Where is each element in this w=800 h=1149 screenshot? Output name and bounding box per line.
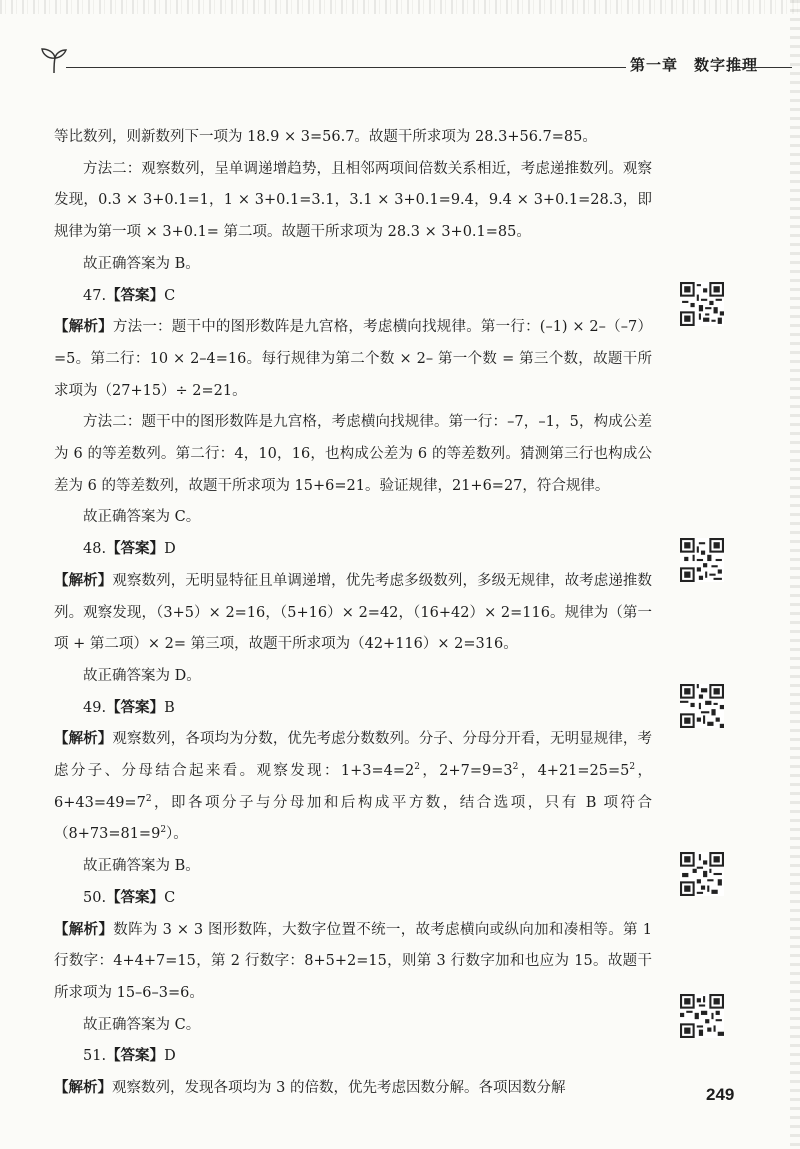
- analysis-text: ，2+7=9=3: [419, 763, 513, 780]
- analysis-label: 【解析】: [54, 319, 113, 336]
- answer-heading-51: [54, 1041, 652, 1073]
- chapter-title: 第一章 数字推理: [630, 56, 759, 74]
- paragraph: 方法二：观察数列，呈单调递增趋势，且相邻两项间倍数关系相近，考虑递推数列。观察发现，0.3 × 3+0.1=1，1 × 3+0.1=3.1，3.1 × 3+0.1=9.4，9.4 × 3+0.1=28.3，即规律为第一项 × 3+0.1= 第二项。故题干所求项为 28.3 × 3+0.1=85。: [54, 160, 652, 241]
- scan-noise-right: [790, 0, 800, 1149]
- sprout-icon: [40, 46, 70, 74]
- exponent: 2: [629, 762, 636, 773]
- header-rule-right: [730, 67, 792, 68]
- qr-code-icon[interactable]: [680, 852, 724, 896]
- analysis-51: [54, 1073, 652, 1105]
- analysis-text: 数阵为 3 × 3 图形数阵，大数字位置不统一，故考虑横向或纵向加和凑相等。第 1 行数字：4+4+7=15，第 2 行数字：8+5+2=15，则第 3 行数字加和也应为 15。故题干所求项为 15–6–3=6。: [54, 921, 652, 1001]
- question-number: 47.: [83, 287, 107, 304]
- question-number: 48.: [83, 541, 107, 558]
- analysis-text: 观察数列，无明显特征且单调递增，优先考虑多级数列，多级无规律，故考虑递推数列。观察发现，（3+5）× 2=16，（5+16）× 2=42，（16+42）× 2=116。规律为（第一项 + 第二项）× 2= 第三项，故题干所求项为（42+116）× 2=316。: [54, 572, 653, 653]
- analysis-text: 观察数列，各项均为分数，优先考虑分数数列。分子、分母分开看，无明显规律，考虑分子、分母结合起来看。观察发现：1+3=4=2: [54, 731, 653, 780]
- scan-noise-top: [0, 0, 800, 14]
- paragraph: 等比数列，则新数列下一项为 18.9 × 3=56.7。故题干所求项为 28.3+56.7=85。: [54, 129, 597, 145]
- analysis-text: ，4+21=25=5: [518, 763, 630, 780]
- analysis-text: 方法一：题干中的图形数阵是九宫格，考虑横向找规律。第一行：(–1) × 2–（–7）=5。第二行：10 × 2–4=16。每行规律为第二个数 × 2– 第一个数 = 第三个数，故题干所求项为（27+15）÷ 2=21。: [54, 319, 653, 399]
- answer-heading-50: [54, 883, 652, 915]
- qr-code-icon[interactable]: [680, 282, 724, 326]
- analysis-50: [54, 915, 652, 1010]
- page-number: 249: [706, 1085, 735, 1104]
- header-rule-left: [66, 67, 626, 68]
- answer-conclusion: 故正确答案为 C。: [83, 1016, 201, 1033]
- analysis-48: [54, 566, 652, 661]
- answer-label: 【答案】: [106, 541, 165, 558]
- answer-value: B: [164, 699, 175, 716]
- analysis-49: [54, 724, 652, 851]
- answer-heading-49: [54, 693, 652, 725]
- page-body: [54, 122, 652, 1105]
- answer-label: 【答案】: [106, 1048, 165, 1065]
- paragraph: 方法二：题干中的图形数阵是九宫格，考虑横向找规律。第一行：–7，–1，5，构成公差为 6 的等差数列。第二行：4，10，16，也构成公差为 6 的等差数列。猜测第三行也构成公差为 6 的等差数列，故题干所求项为 15+6=21。验证规律，21+6=27，符合规律。: [54, 414, 652, 494]
- page-header: [40, 46, 792, 76]
- answer-conclusion: 故正确答案为 B。: [83, 858, 200, 875]
- answer-heading-47: [54, 281, 652, 313]
- exponent: 2: [160, 825, 167, 836]
- answer-value: C: [164, 889, 176, 906]
- answer-conclusion: 故正确答案为 D。: [83, 667, 201, 684]
- exponent: 2: [512, 762, 519, 773]
- answer-value: C: [164, 287, 176, 304]
- analysis-text: ）。: [166, 826, 188, 843]
- exponent: 2: [414, 762, 420, 773]
- answer-label: 【答案】: [106, 287, 165, 304]
- qr-code-icon[interactable]: [680, 538, 724, 582]
- analysis-text: ，即各项分子与分母加和后构成平方数，结合选项，只有 B 项符合（8+73=81=9: [54, 794, 652, 843]
- answer-label: 【答案】: [106, 889, 165, 906]
- analysis-label: 【解析】: [54, 921, 114, 938]
- question-number: 51.: [83, 1048, 107, 1065]
- analysis-47: [54, 312, 652, 407]
- answer-value: D: [164, 541, 176, 558]
- answer-conclusion: 故正确答案为 C。: [83, 509, 201, 526]
- exponent: 2: [145, 793, 152, 804]
- answer-heading-48: [54, 534, 652, 566]
- analysis-label: 【解析】: [54, 572, 113, 589]
- question-number: 50.: [83, 889, 107, 906]
- question-number: 49.: [83, 699, 107, 716]
- analysis-text: ，6+43=49=7: [54, 763, 653, 811]
- answer-conclusion: 故正确答案为 B。: [83, 255, 200, 272]
- analysis-label: 【解析】: [54, 1080, 112, 1097]
- analysis-label: 【解析】: [54, 731, 113, 748]
- answer-label: 【答案】: [106, 699, 165, 716]
- answer-value: D: [164, 1048, 176, 1065]
- analysis-text: 观察数列，发现各项均为 3 的倍数，优先考虑因数分解。各项因数分解: [112, 1080, 566, 1097]
- qr-code-icon[interactable]: [680, 684, 724, 728]
- qr-code-icon[interactable]: [680, 994, 724, 1038]
